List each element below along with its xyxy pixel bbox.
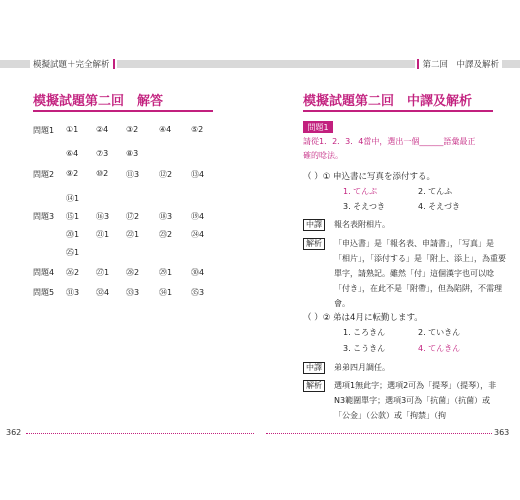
- answer-cell: ㉚4: [191, 268, 205, 277]
- q1-option-1: 1. てんぷ: [343, 187, 378, 196]
- answer-cell: ㉜4: [96, 288, 110, 297]
- answer-cell: ⑦3: [96, 149, 109, 158]
- answer-cell: ㉓2: [159, 230, 173, 239]
- answer-cell: ⑮1: [66, 212, 80, 221]
- answer-cell: ⑯3: [96, 212, 110, 221]
- answer-cell: ⑪3: [126, 170, 140, 179]
- answer-cell: ㉛3: [66, 288, 80, 297]
- answer-cell: ㉑1: [96, 230, 110, 239]
- answer-cell: ②4: [96, 125, 109, 134]
- answer-cell: ⑱3: [159, 212, 173, 221]
- q2-option-4: 4. てんきん: [418, 344, 461, 353]
- analysis-tag: 解析: [303, 238, 325, 250]
- left-page-title: 模擬試題第二回 解答: [33, 94, 164, 109]
- answer-cell: ㉒1: [126, 230, 140, 239]
- answer-row-label: 問題2: [33, 170, 55, 179]
- question-text: 弟は4月に転勤します。: [333, 313, 423, 323]
- title-underline: [33, 110, 213, 112]
- answer-cell: ⑨2: [66, 169, 79, 178]
- answer-cell: ㉔4: [191, 230, 205, 239]
- question-2: [303, 311, 423, 323]
- answer-row-label: 問題1: [33, 126, 55, 135]
- q1-option-3: 3. そえつき: [343, 202, 386, 211]
- answer-cell: ⑩2: [96, 169, 109, 178]
- q1-option-2: 2. てんふ: [418, 187, 453, 196]
- q1-translation: 報名表附相片。: [334, 220, 390, 229]
- answer-cell: ㉙1: [159, 268, 173, 277]
- answer-cell: ㉟3: [191, 288, 205, 297]
- answer-cell: ⑤2: [191, 125, 204, 134]
- q1-option-4: 4. そえづき: [418, 202, 461, 211]
- answer-cell: ④4: [159, 125, 172, 134]
- footer-dotted-line: [26, 433, 254, 434]
- instruction-line-2: 確的唸法。: [303, 151, 343, 160]
- answer-cell: ⑬4: [191, 170, 205, 179]
- answer-row-label: 問題3: [33, 212, 55, 221]
- answer-cell: ㉝3: [126, 288, 140, 297]
- left-page-number: 362: [6, 428, 22, 437]
- answer-cell: ⑫2: [159, 170, 173, 179]
- question-text: 申込書に写真を添付する。: [333, 172, 436, 182]
- q2-option-3: 3. こうきん: [343, 344, 386, 353]
- answer-cell: ㉗1: [96, 268, 110, 277]
- right-header-title: 第二回 中譯及解析: [422, 60, 499, 70]
- header-bar: [0, 60, 30, 68]
- translation-tag: 中譯: [303, 219, 325, 231]
- answer-row-label: 問題5: [33, 288, 55, 297]
- answer-cell: ⑧3: [126, 149, 139, 158]
- q2-option-1: 1. ころきん: [343, 328, 386, 337]
- answer-cell: ①1: [66, 125, 79, 134]
- right-page-number: 363: [494, 428, 510, 437]
- answer-row-label: 問題4: [33, 268, 55, 277]
- question-1: [303, 170, 435, 182]
- left-running-header: [0, 57, 260, 71]
- question-marker: （ ）①: [303, 172, 331, 182]
- q2-analysis: 選項1無此字；選項2可為「提琴」（提琴），非N3範圍單字；選項3可為「抗菌」（抗菌）或「公金」（公款）或「拘禁」（拘: [334, 381, 497, 420]
- question-marker: （ ）②: [303, 313, 331, 323]
- q2-translation: 弟弟四月調任。: [334, 363, 390, 372]
- analysis-tag: 解析: [303, 380, 325, 392]
- answer-cell: ⑥4: [66, 149, 79, 158]
- header-bar: [502, 60, 520, 68]
- header-bar: [117, 60, 260, 68]
- title-underline: [303, 110, 493, 112]
- header-accent: [113, 59, 115, 69]
- question-badge: 問題1: [303, 121, 333, 133]
- answer-cell: ㉞1: [159, 288, 173, 297]
- answer-cell: ⑰2: [126, 212, 140, 221]
- translation-tag: 中譯: [303, 362, 325, 374]
- q1-analysis: 「申込書」是「報名表、申請書」，「写真」是「相片」，「添付する」是「附上、添上」，為重要單字，請熟記。雖然「付」這個漢字也可以唸「付き」，在此不是「附帶」，但為陷阱，不需理會。: [334, 239, 506, 308]
- left-header-title: 模擬試題＋完全解析: [33, 60, 110, 70]
- answer-cell: ⑲4: [191, 212, 205, 221]
- answer-cell: ⑳1: [66, 230, 80, 239]
- answer-cell: ⑭1: [66, 194, 80, 203]
- answer-cell: ③2: [126, 125, 139, 134]
- right-page-title: 模擬試題第二回 中譯及解析: [303, 94, 473, 109]
- answer-cell: ㉕1: [66, 248, 80, 257]
- header-bar: [260, 60, 415, 68]
- instruction-line-1: 請從1．2．3．4當中，選出一個______語彙最正: [303, 137, 476, 146]
- footer-dotted-line: [266, 433, 492, 434]
- q2-option-2: 2. ていきん: [418, 328, 461, 337]
- answer-cell: ㉖2: [66, 268, 80, 277]
- right-running-header: [260, 57, 520, 71]
- answer-cell: ㉘2: [126, 268, 140, 277]
- instruction: [303, 135, 503, 163]
